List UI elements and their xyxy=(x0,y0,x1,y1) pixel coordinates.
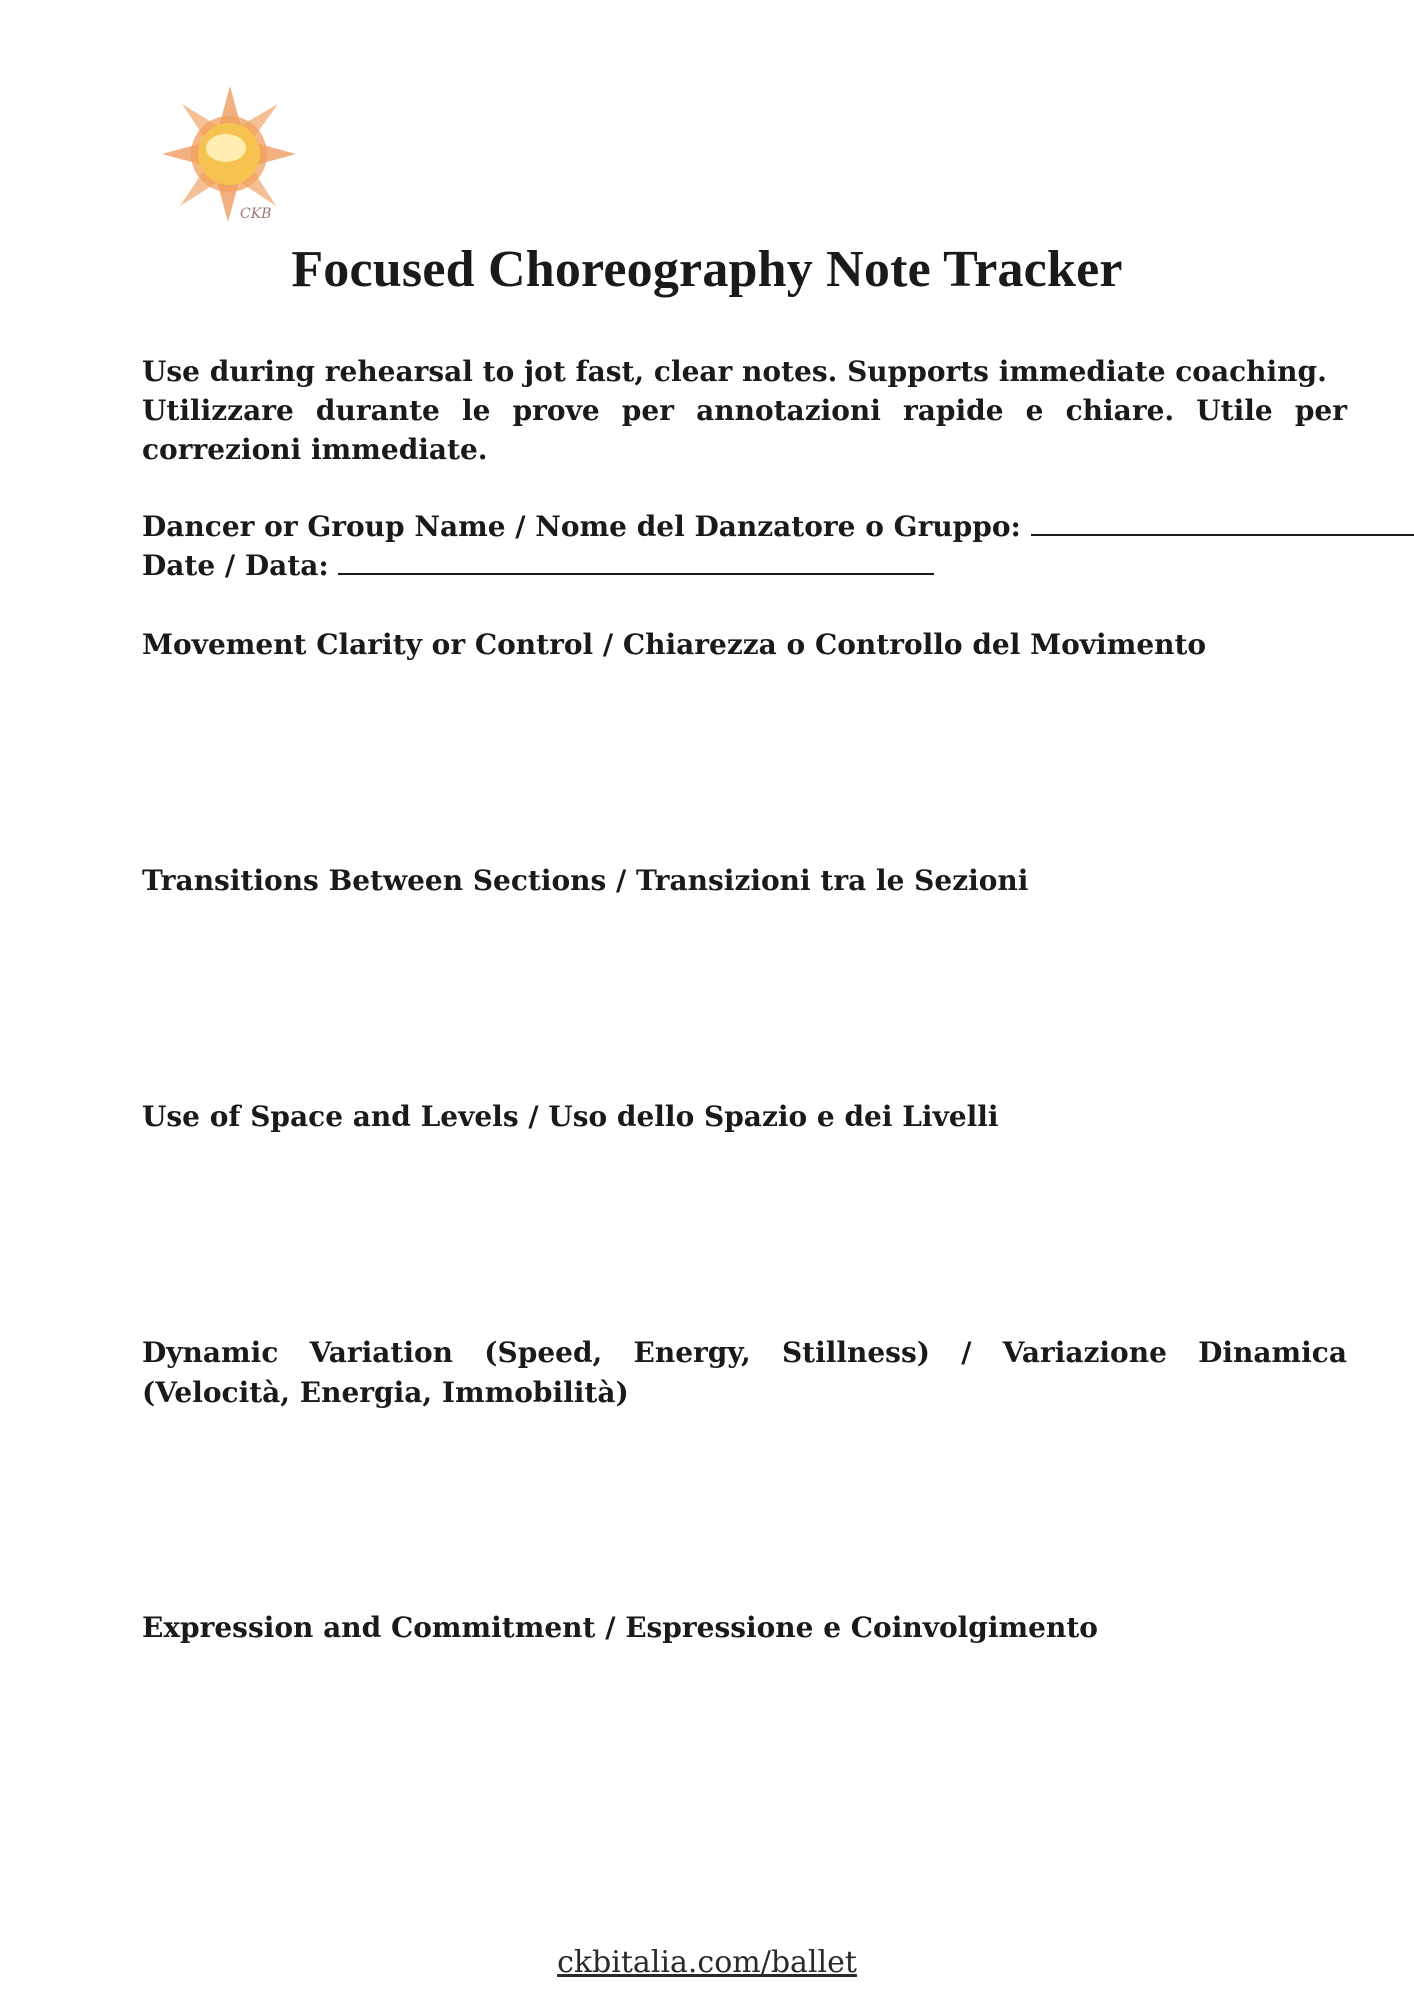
sun-logo xyxy=(148,82,308,232)
section-movement-clarity-heading: Movement Clarity or Control / Chiarezza o Controllo del Movimento xyxy=(142,628,1207,661)
date-blank[interactable] xyxy=(338,547,934,575)
intro-text xyxy=(142,352,1347,469)
dancer-name-row xyxy=(142,507,1347,546)
form-fields xyxy=(142,507,1347,585)
dancer-name-blank[interactable] xyxy=(1031,508,1414,536)
intro-line-italian: Utilizzare durante le prove per annotazioni rapide e chiare. Utile per correzioni immediate. xyxy=(142,394,1347,466)
date-row xyxy=(142,546,1347,585)
footer-link[interactable]: ckbitalia.com/ballet xyxy=(557,1945,857,1980)
section-expression-heading: Expression and Commitment / Espressione e Coinvolgimento xyxy=(142,1611,1098,1644)
sun-logo-icon xyxy=(148,82,308,232)
date-label: Date / Data: xyxy=(142,549,329,582)
section-transitions-heading: Transitions Between Sections / Transizioni tra le Sezioni xyxy=(142,864,1029,897)
intro-line-english: Use during rehearsal to jot fast, clear notes. Supports immediate coaching. xyxy=(142,355,1327,388)
section-space-levels-heading: Use of Space and Levels / Uso dello Spazio e dei Livelli xyxy=(142,1100,999,1133)
note-sections xyxy=(142,625,1347,1648)
dancer-name-label: Dancer or Group Name / Nome del Danzatore o Gruppo: xyxy=(142,510,1021,543)
logo-monogram: CKB xyxy=(240,206,272,222)
document-body xyxy=(142,352,1347,1648)
section-dynamic-variation-heading: Dynamic Variation (Speed, Energy, Stillness) / Variazione Dinamica (Velocità, Energia, Immobilità) xyxy=(142,1336,1347,1409)
page-title: Focused Choreography Note Tracker xyxy=(291,241,1123,298)
